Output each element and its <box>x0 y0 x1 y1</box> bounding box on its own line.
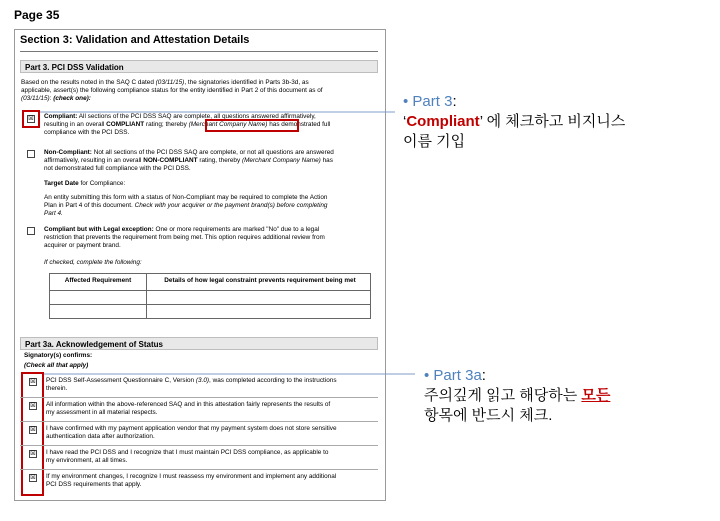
compliant-checkbox[interactable]: ☒ <box>28 116 34 122</box>
callout1-bullet: • Part 3 <box>403 93 453 110</box>
ack-item-1: PCI DSS Self-Assessment Questionnaire C, Version (3.0), was completed according to the instructions therein. <box>46 377 337 392</box>
ack-checkbox-2[interactable]: ☒ <box>30 403 36 409</box>
table-header-affected-requirement: Affected Requirement <box>64 277 132 284</box>
merchant-company-name: (Merchant Company Name) <box>188 121 268 128</box>
ack-item-4: I have read the PCI DSS and I recognize that I must maintain PCI DSS compliance, as applicable to my environment, at all times. <box>46 449 329 464</box>
ack-checkbox-3[interactable]: ☒ <box>30 427 36 433</box>
ack-item-2: All information within the above-referenced SAQ and in this attestation fairly represents the results of my assessment in all material respects. <box>46 401 331 416</box>
noncompliant-option-text: Non-Compliant: Not all sections of the PCI DSS SAQ are complete, or not all questions are answered affirmatively, resulting in an overall NON-COMPLIANT rating, thereby (Merchant Company Name) has not demonstrated full compliance with the PCI DSS. <box>44 149 334 172</box>
callout2-all: 모든 <box>581 387 611 404</box>
target-date-label: Target Date for Compliance: <box>44 180 126 187</box>
page-number: Page 35 <box>14 8 60 22</box>
legal-if-checked: If checked, complete the following: <box>44 259 142 266</box>
ack-item-5: If my environment changes, I recognize I must reassess my environment and implement any additional PCI DSS requirements that apply. <box>46 473 337 488</box>
signatory-confirms: Signatory(s) confirms: <box>24 352 93 359</box>
table-header-details: Details of how legal constraint prevents requirement being met <box>164 277 356 284</box>
ack-checkbox-1[interactable]: ☒ <box>30 379 36 385</box>
compliant-option-text: Compliant: All sections of the PCI DSS SAQ are complete, all questions answered affirmatively, resulting in an overall COMPLIANT rating; thereby (Merchant Company Name) has demonstrated full compliance with the PCI DSS. <box>44 113 331 136</box>
part3a-header: Part 3a. Acknowledgement of Status <box>20 337 378 350</box>
ack-item-3: I have confirmed with my payment application vendor that my payment system does not store sensitive authentication data after authorization. <box>46 425 337 440</box>
part3-header: Part 3. PCI DSS Validation <box>20 60 378 73</box>
section-title: Section 3: Validation and Attestation Details <box>20 34 250 46</box>
callout-part3: • Part 3: ‘Compliant’ 에 체크하고 비지니스 이름 기입 <box>403 93 626 150</box>
callout2-bullet: • Part 3a <box>424 367 482 384</box>
check-all-that-apply: (Check all that apply) <box>24 362 89 369</box>
noncompliant-action-note: An entity submitting this form with a status of Non-Compliant may be required to complete the Action Plan in Part 4 of this document. Check with your acquirer or the payment brand(s) before completing Part 4. <box>44 194 328 217</box>
callout1-compliant: Compliant <box>406 113 480 130</box>
callout-part3a: • Part 3a: 주의깊게 읽고 해당하는 모든 항목에 반드시 체크. <box>424 367 611 424</box>
part3-intro: Based on the results noted in the SAQ C dated (03/11/15), the signatories identified in Parts 3b-3d, as applicable, assert(s) the following compliance status for the entity identified in Part 2 of this document as of (03/11/15): (check one): <box>21 79 323 102</box>
ack-checkbox-4[interactable]: ☒ <box>30 451 36 457</box>
ack-checkbox-5[interactable]: ☒ <box>30 475 36 481</box>
legal-exception-text: Compliant but with Legal exception: One or more requirements are marked "No" due to a legal restriction that prevents the requirement from being met. This option requires additional review from acquirer or payment brand. <box>44 226 325 249</box>
